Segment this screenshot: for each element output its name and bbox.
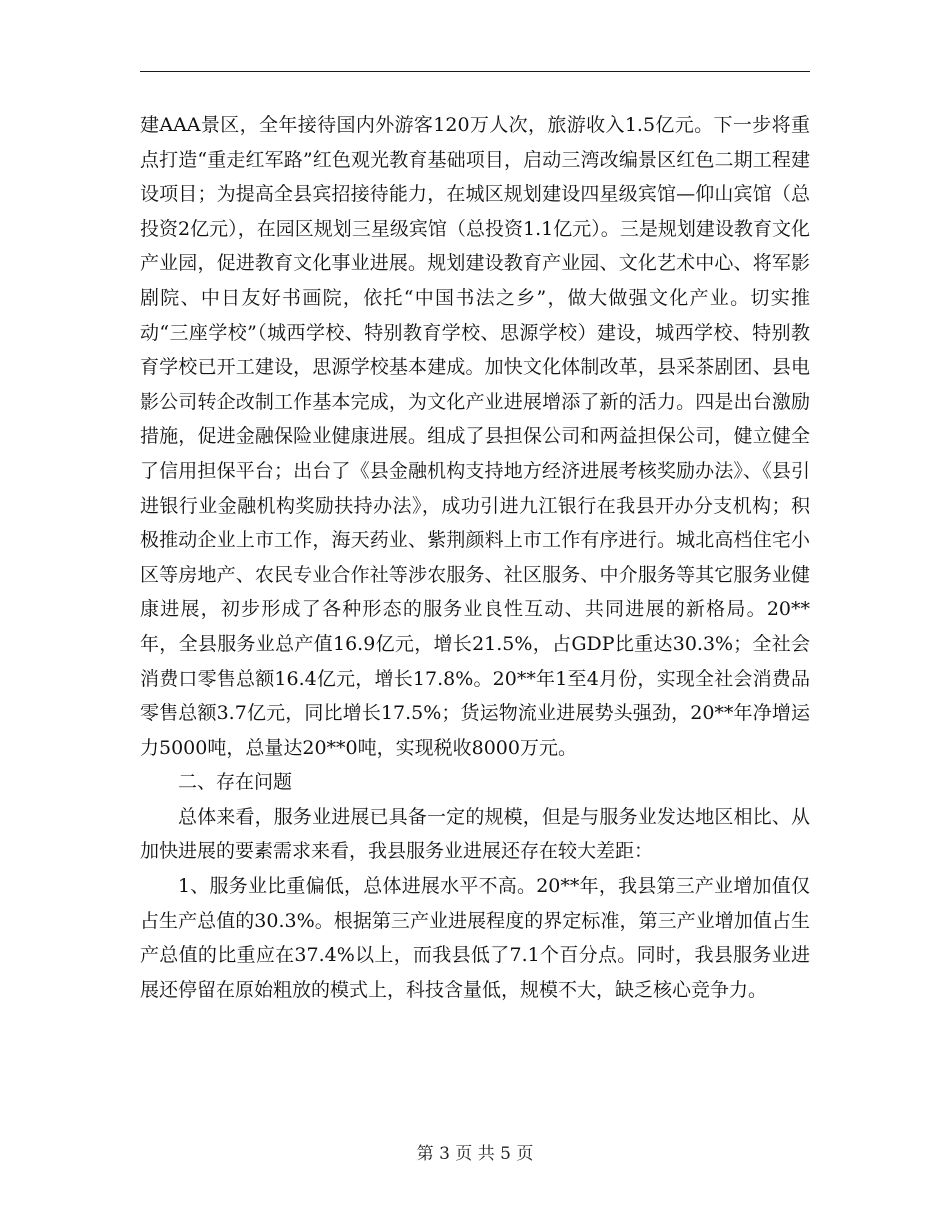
page-footer: 第 3 页 共 5 页 (416, 1144, 534, 1164)
header-rule (140, 71, 810, 72)
document-body (140, 108, 810, 1007)
body-paragraph-1: 建AAA景区，全年接待国内外游客120万人次，旅游收入1.5亿元。下一步将重点打造“重走红军路”红色观光教育基础项目，启动三湾改编景区红色二期工程建设项目；为提高全县宾招接待能力，在城区规划建设四星级宾馆—仰山宾馆（总投资2亿元），在园区规划三星级宾馆（总投资1.1亿元）。三是规划建设教育文化产业园，促进教育文化事业进展。规划建设教育产业园、文化艺术中心、将军影剧院、中日友好书画院，依托“中国书法之乡”，做大做强文化产业。切实推动“三座学校”（城西学校、特别教育学校、思源学校）建设，城西学校、特别教育学校已开工建设，思源学校基本建成。加快文化体制改革，县采茶剧团、县电影公司转企改制工作基本完成，为文化产业进展增添了新的活力。四是出台激励措施，促进金融保险业健康进展。组成了县担保公司和两益担保公司，健立健全了信用担保平台；出台了《县金融机构支持地方经济进展考核奖励办法》、《县引进银行业金融机构奖励扶持办法》，成功引进九江银行在我县开办分支机构；积极推动企业上市工作，海天药业、紫荆颜料上市工作有序进行。城北高档住宅小区等房地产、农民专业合作社等涉农服务、社区服务、中介服务等其它服务业健康进展，初步形成了各种形态的服务业良性互动、共同进展的新格局。20**年，全县服务业总产值16.9亿元，增长21.5%，占GDP比重达30.3%；全社会消费口零售总额16.4亿元，增长17.8%。20**年1至4月份，实现全社会消费品零售总额3.7亿元，同比增长17.5%；货运物流业进展势头强劲，20**年净增运力5000吨，总量达20**0吨，实现税收8000万元。 (140, 114, 810, 759)
section-heading-problems: 二、存在问题 (178, 771, 293, 794)
body-paragraph-3: 1、服务业比重偏低，总体进展水平不高。20**年，我县第三产业增加值仅占生产总值的30.3%。根据第三产业进展程度的界定标准，第三产业增加值占生产总值的比重应在37.4%以上，而我县低了7.1个百分点。同时，我县服务业进展还停留在原始粗放的模式上，科技含量低，规模不大，缺乏核心竞争力。 (140, 875, 810, 1001)
body-paragraph-2: 总体来看，服务业进展已具备一定的规模，但是与服务业发达地区相比、从加快进展的要素需求来看，我县服务业进展还存在较大差距： (140, 805, 810, 863)
